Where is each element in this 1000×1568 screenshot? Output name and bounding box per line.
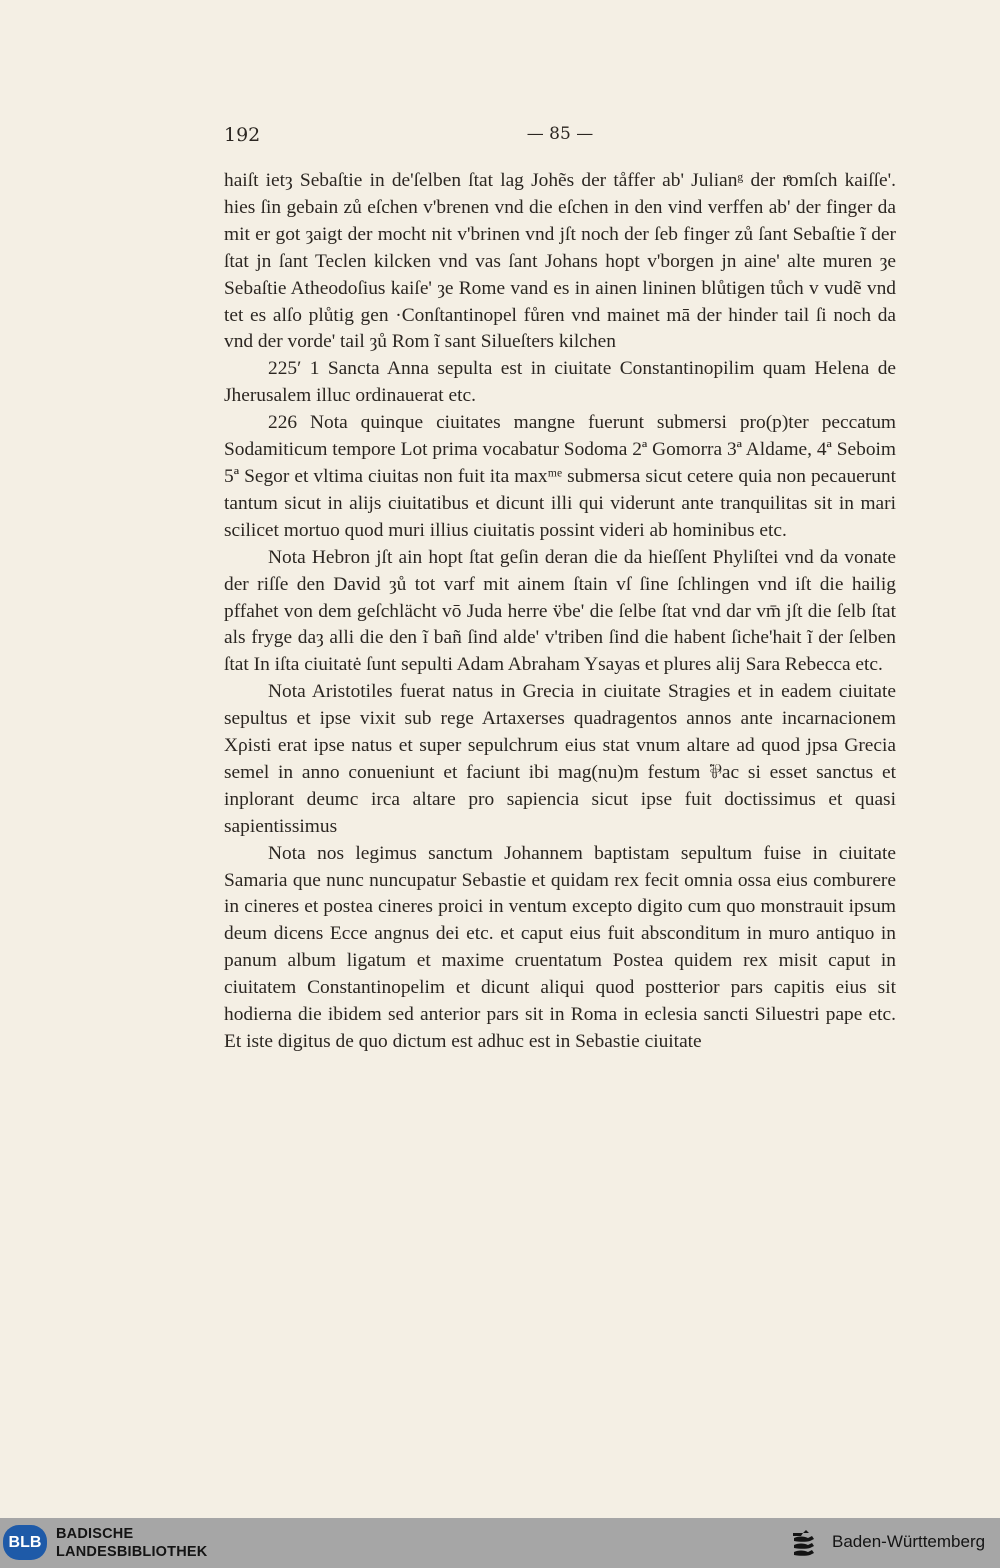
coat-of-arms-icon: [790, 1527, 824, 1561]
library-name-line1: BADISCHE: [56, 1526, 134, 1542]
blb-logo[interactable]: BLB: [3, 1525, 47, 1560]
transcription-text: [224, 168, 896, 1056]
paragraph-sebastie: haiſt ietȝ Sebaſtie in de'ſelben ſtat lag Johẽs der tåffer ab' Julianᵍ der rͤomſch kaiſſe'. hies ſin gebain zů eſchen v'brenen vnd die eſchen in den vind verffen ab' der finger da mit er got ȝaigt der mocht nit v'brinen vnd jſt noch der ſeb finger zů ſant Sebaſtie ĩ der ſtat jn ſant Teclen kilcken vnd vas ſant Johans hopt v'borgen jn aine' alte muren ȝe Sebaſtie Atheodoſius kaiſe' ȝe Rome vand es in ainen lininen blůtigen tůch v vudẽ vnd tet es alſo plůtig gen ·Conſtantinopel fůren vnd mainet mā der hinder tail ſi noch da vnd der vorde' tail ȝů Rom ĩ sant Silueſters kilchen: [224, 170, 896, 353]
paragraph-aristotiles: Nota Aristotiles fuerat natus in Grecia in ciuitate Stragies et in eadem ciuitate sepultus et ipse vixit sub rege Artaxerses quadragentos annos ante incarnacionem Xρisti erat ipse natus et super sepulchrum eius stat vnum altare ad quod jpsa Grecia semel in anno conueniunt et faciunt ibi mag(nu)m festum ⅌ac si esset sanctus et inplorant deumc irca altare pro sapiencia sicut ipse fuit doctissimus et quasi sapientissimus: [224, 681, 896, 837]
original-page-number: 192: [224, 124, 261, 146]
library-name-line2: LANDESBIBLIOTHEK: [56, 1544, 208, 1560]
library-name[interactable]: [56, 1525, 207, 1561]
paragraph-hebron: Nota Hebron jſt ain hopt ſtat geſin deran die da hieſſent Phyliſtei vnd da vonate der riſſe den David ȝů tot varf mit ainem ſtain vſ ſine ſchlingen vnd iſt die hailig pffahet von dem geſchlächt vō Juda herre v̈be' die ſelbe ſtat vnd dar vm̄ jſt die ſelb ſtat als fryge daȝ alli die den ĩ bañ ſind alde' v'triben ſind die habent ſiche'hait ĩ der ſelben ſtat In iſta ciuitatė ſunt sepulti Adam Abraham Ysayas et plures alij Sara Rebecca etc.: [224, 546, 896, 676]
state-name[interactable]: Baden-Württemberg: [832, 1532, 986, 1551]
page-number: — 85 —: [526, 124, 594, 144]
paragraph-johannes: Nota nos legimus sanctum Johannem baptistam sepultum fuise in ciuitate Samaria que nunc nuncupatur Sebastie et quidam rex fecit omnia ossa eius comburere in cineres et postea cineres proici in ventum excepto digito cum quo monstrauit ipsum deum dicens Ecce angnus dei etc. et caput eius fuit absconditum in muro antiquo in panum album ligatum et maxime cruentatum Postea quidem rex misit caput in ciuitatem Constantinopelim et dicunt aliqui quod postterior pars capitis eius sit hodierna die ibidem sed anterior pars sit in Roma in eclesia sancti Siluestri pape etc. Et iste digitus de quo dictum est adhuc est in Sebastie ciuitate: [224, 842, 896, 1052]
page-header: [224, 124, 896, 152]
paragraph-225: 225′ 1 Sancta Anna sepulta est in ciuitate Constantinopilim quam Helena de Jherusalem illuc ordinauerat etc.: [224, 358, 896, 407]
paragraph-226: 226 Nota quinque ciuitates mangne fuerunt submersi pro(p)ter peccatum Sodamiticum tempore Lot prima vocabatur Sodoma 2ª Gomorra 3ª Aldame, 4ª Seboim 5ª Segor et vltima ciuitas non fuit ita maxᵐᵉ submersa sicut cetere quia non pecauerunt tantum sicut in alijs ciuitatibus et dicunt illi qui viderunt ante tranquilitas sit in mari scilicet mortuo quod muri illius ciuitatis possint videri ab hominibus etc.: [224, 412, 896, 541]
footer-bar: [0, 1518, 1000, 1568]
